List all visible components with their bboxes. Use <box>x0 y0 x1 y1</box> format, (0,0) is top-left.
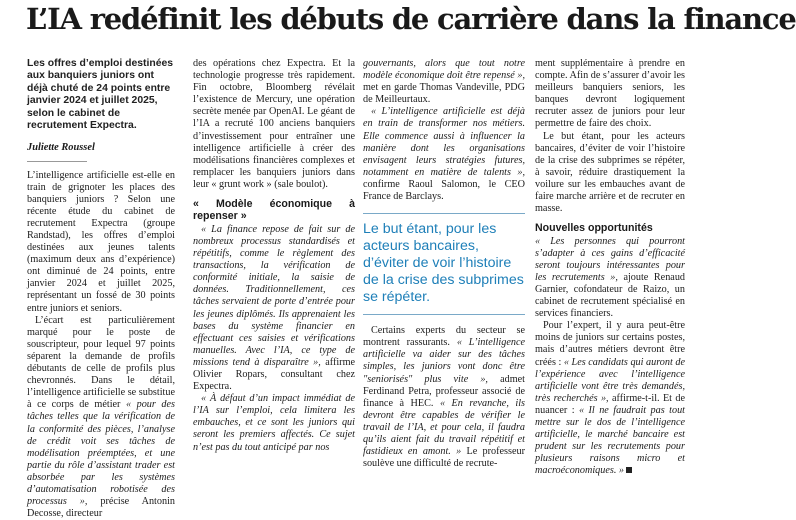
paragraph: « L’intelligence artificielle est déjà en train de transformer nos métiers. Elle commence aussi à influencer la manière dont les organisations envisagent leurs stratégies futures, notamment en matière de talents », confirme Raoul Salomon, le CEO France de Barclays. <box>363 106 525 203</box>
column-3 <box>363 58 525 470</box>
column-1 <box>27 58 175 520</box>
paragraph: Pour l’expert, il y aura peut-être moins de juniors sur certains postes, mais d’autres métiers devront être créés : « Les candidats qui auront de l’expérience avec l’intelligence artificielle vont être très demandés, très recherchés », affirme-t-il. Et de nuancer : « Il ne faudrait pas tout mettre sur le dos de l’intelligence artificielle, le marché bancaire est prudent sur les recrutements pour plusieurs raisons micro et macroéconomiques. » <box>535 320 686 477</box>
paragraph: ment supplémentaire à prendre en compte. Afin de s’assurer d’avoir les meilleurs banquiers seniors, les banques devront logiquement recruter assez de juniors pour leur permettre de faire des choix. <box>535 58 685 130</box>
quote: gouvernants, alors que tout notre modèle économique doit être repensé », <box>363 58 525 82</box>
paragraph: Certains experts du secteur se montrent rassurants. « L’intelligence artificielle va aider sur des tâches simples, les juniors vont donc être "seniorisés" plus vite », admet Ferdinand Petra, professeur associé de finance à HEC. « En revanche, ils devront être capables de vérifier le travail de l’IA, et pour cela, il faudra qu’ils aient fait du travail répétitif et fastidieux en amont. » Le professeur soulève une difficulté de recrute- <box>363 325 526 470</box>
author-byline: Juliette Roussel <box>27 142 95 154</box>
quote: « En revanche, ils devront être capables de vérifier le travail de l’IA, et pour cela, il faudra qu’ils aient fait du travail répétitif et fastidieux en amont. » <box>363 397 526 458</box>
quote: « Les candidats qui auront de l’expérience avec l’intelligence artificielle vont être très demandés, très recherchés », <box>535 356 685 404</box>
quote: « L’intelligence artificielle est déjà en train de transformer nos métiers. Elle commence aussi à influencer la manière dont les organisations envisagent leurs stratégies futures, notamment en matière de talents », <box>363 106 525 178</box>
column-4 <box>535 58 685 478</box>
paragraph: L’intelligence artificielle est-elle en train de grignoter les places des banquiers juniors ? Selon une récente étude du cabinet de recrutement Expectra (groupe Randstad), les offres d’emploi destinées aux jeunes talents (maximum deux ans d’expérience) ont diminué de 24 points, entre janvier 2024 et juillet 2025, représentant un fossé de 30 points entre juniors et seniors. <box>27 169 175 314</box>
paragraph <box>193 393 355 453</box>
paragraph: « La finance repose de fait sur de nombreux processus standardisés et répétitifs, comme le règlement des transactions, la vérification de conformité initiale, la saisie de données. Traditionnellement, ces tâches servaient de porte d’entrée pour les jeunes diplômés. Ils apprenaient les bases du système financier en effectuant ces saisies et vérifications manuelles. Avec l’IA, ce type de missions tend à disparaître », affirme Olivier Ropars, consultant chez Expectra. <box>193 223 356 393</box>
quote: « L’intelligence artificielle va aider sur des tâches simples, les juniors vont donc être "seniorisés" plus vite », <box>363 337 525 385</box>
quote: « Les personnes qui pourront s’adapter à ces gains d’efficacité seront toujours intéressantes pour les recrutements », <box>535 235 685 283</box>
column-2 <box>193 58 355 454</box>
end-mark-icon <box>626 467 632 473</box>
paragraph: L’écart est particulièrement marqué pour le poste de souscripteur, pour lequel 97 points séparent la demande de profils débutants de celle de profils plus chevronnés. Dans le détail, l’intelligence artificielle se substitue à ce corps de métier « pour des tâches telles que la vérification de la conformité des pièces, l’analyse de crédit voit ses tâches de modélisation préemptées, et une partie du rôle d’assistant trader est absorbée par les systèmes d’automatisation robotisée des processus », précise Antonin Decosse, directeur <box>27 314 175 520</box>
article-title: L’IA redéfinit les débuts de carrière dans la finance <box>26 2 796 36</box>
quote: « pour des tâches telles que la vérification de la conformité des pièces, l’analyse de crédit voit ses tâches de modélisation préemptées, et une partie du rôle d’assistant trader est absorbée par les systèmes d’automatisation robotisée des processus », <box>27 399 175 508</box>
section-heading: Nouvelles opportunités <box>535 222 653 235</box>
paragraph: gouvernants, alors que tout notre modèle économique doit être repensé », met en garde Thomas Vandeville, PDG de Meilleurtaux. <box>363 58 525 106</box>
paragraph: « Les personnes qui pourront s’adapter à ces gains d’efficacité seront toujours intéressantes pour les recrutements », ajoute Renaud Garnier, cofondateur de Raizo, un cabinet de recrutement spécialisé en services financiers. <box>535 235 686 320</box>
quote: « À défaut d’un impact immédiat de l’IA sur l’emploi, cela limitera les embauches, et ce sont les juniors qui seront les premiers affectés. Ce sujet n’est pas du tout anticipé par nos <box>193 393 355 453</box>
paragraph: des opérations chez Expectra. Et la technologie progresse très rapidement. Fin octobre, Bloomberg révélait l’existence de Mercury, une opération secrète menée par OpenAI. Le géant de l’IA a recruté 100 anciens banquiers d’investissement pour entraîner une intelligence artificielle à créer des modélisations financières complexes et remplacer les banquiers juniors dans leur « grunt work » (sale boulot). <box>193 58 355 190</box>
paragraph: Le but étant, pour les acteurs bancaires, d’éviter de voir l’histoire de la crise des subprimes se répéter, à savoir, réduire drastiquement la voilure sur les embauches avant de faire marche arrière et de recruter en masse. <box>535 130 685 215</box>
quote: « La finance repose de fait sur de nombreux processus standardisés et répétitifs, comme le règlement des transactions, la vérification de conformité initiale, la saisie de données. Traditionnellement, ces tâches servaient de porte d’entrée pour les jeunes diplômés. Ils apprenaient les bases du système financier en effectuant ces saisies et vérifications manuelles. Avec l’IA, ce type de missions tend à disparaître », <box>193 223 355 368</box>
pull-quote: Le but étant, pour les acteurs bancaires, d’éviter de voir l’histoire de la crise des subprimes se répéter. <box>363 213 525 315</box>
quote: « Il ne faudrait pas tout mettre sur le dos de l’intelligence artificielle, le marché bancaire est prudent sur les recrutements pour plusieurs raisons micro et macroéconomiques. » <box>535 404 686 477</box>
divider <box>27 161 87 162</box>
article-lead: Les offres d’emploi destinées aux banquiers juniors ont déjà chuté de 24 points entre janvier 2024 et juillet 2025, selon le cabinet de recrutement Expectra. <box>27 58 174 132</box>
section-heading: « Modèle économique à repenser » <box>193 198 355 223</box>
